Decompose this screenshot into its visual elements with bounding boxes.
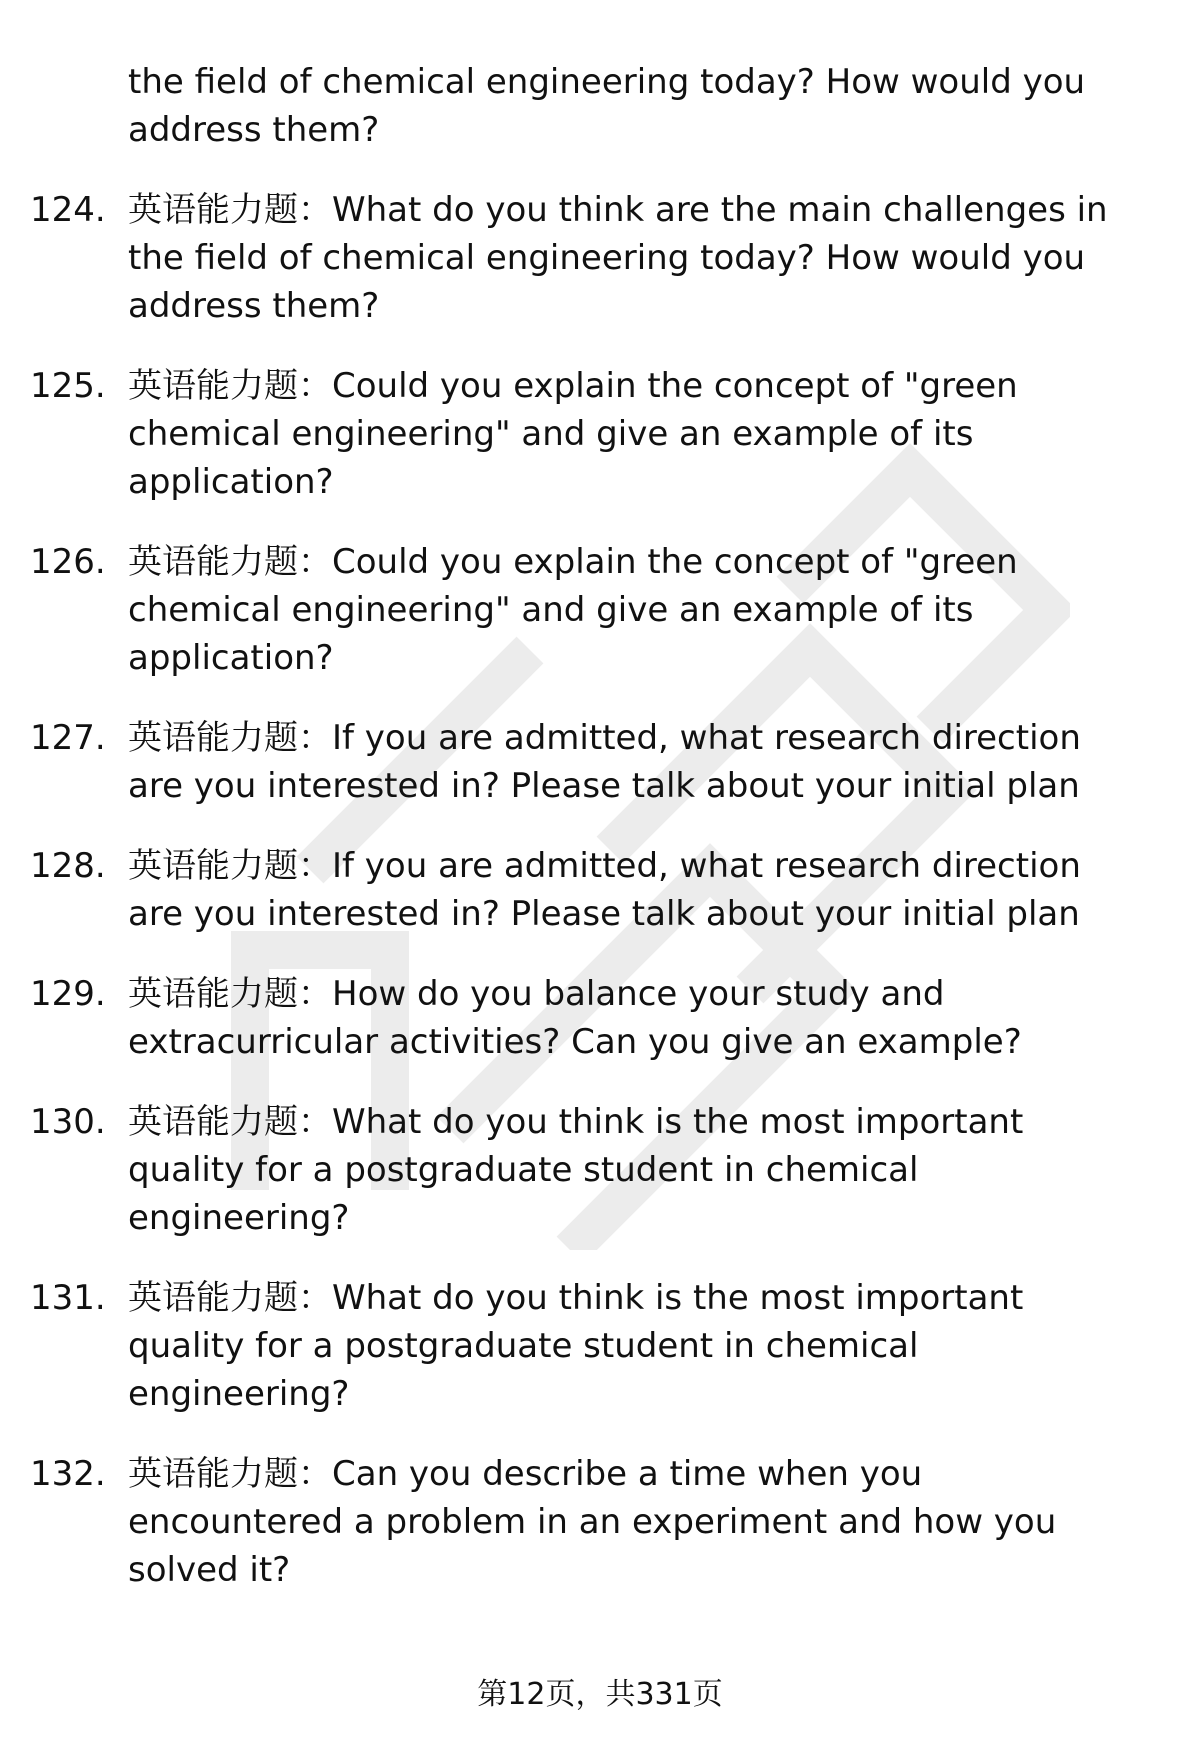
question-label: 英语能力题：: [128, 718, 332, 758]
question-body: Can you describe a time when you encountered a problem in an experiment and how you solved it?: [128, 1454, 1057, 1590]
question-text: [128, 842, 1128, 938]
question-body: What do you think is the most important quality for a postgraduate student in chemical engineering?: [128, 1102, 1024, 1238]
question-number: 125.: [30, 366, 106, 406]
question-label: 英语能力题：: [128, 974, 332, 1014]
question-label: 英语能力题：: [128, 1102, 332, 1142]
question-number: 128.: [30, 846, 106, 886]
question-number: 127.: [30, 718, 106, 758]
question-number: 129.: [30, 974, 106, 1014]
question-item-130: [0, 1098, 1200, 1242]
question-list: [0, 58, 1200, 1626]
question-text: [128, 186, 1128, 330]
question-body: What do you think is the most important quality for a postgraduate student in chemical engineering?: [128, 1278, 1024, 1414]
question-item-125: [0, 362, 1200, 506]
question-body: If you are admitted, what research direction are you interested in? Please talk about your initial plan: [128, 846, 1081, 934]
question-text: [128, 1274, 1128, 1418]
question-text: [128, 714, 1128, 810]
question-number: 124.: [30, 190, 106, 230]
question-label: 英语能力题：: [128, 1278, 332, 1318]
question-number: 130.: [30, 1102, 106, 1142]
continuation-body: the field of chemical engineering today? How would you address them?: [128, 62, 1086, 150]
question-item-132: [0, 1450, 1200, 1594]
question-label: 英语能力题：: [128, 190, 332, 230]
question-body: Could you explain the concept of "green chemical engineering" and give an example of its application?: [128, 366, 1018, 502]
question-item-124: [0, 186, 1200, 330]
question-text: [128, 1098, 1128, 1242]
question-label: 英语能力题：: [128, 542, 332, 582]
page-indicator: 第12页，共331页: [477, 1677, 723, 1712]
question-body: How do you balance your study and extracurricular activities? Can you give an example?: [128, 974, 1022, 1062]
question-item-131: [0, 1274, 1200, 1418]
question-label: 英语能力题：: [128, 846, 332, 886]
question-item-129: [0, 970, 1200, 1066]
question-number: 132.: [30, 1454, 106, 1494]
question-label: 英语能力题：: [128, 1454, 332, 1494]
question-text: [128, 362, 1128, 506]
question-text: [128, 970, 1128, 1066]
question-item-126: [0, 538, 1200, 682]
question-body: Could you explain the concept of "green chemical engineering" and give an example of its application?: [128, 542, 1018, 678]
question-item-128: [0, 842, 1200, 938]
question-body: If you are admitted, what research direction are you interested in? Please talk about your initial plan: [128, 718, 1081, 806]
question-number: 131.: [30, 1278, 106, 1318]
question-text: [128, 1450, 1128, 1594]
question-body: What do you think are the main challenges in the field of chemical engineering today? How would you address them?: [128, 190, 1108, 326]
continuation-text: [0, 58, 1200, 154]
question-number: 126.: [30, 542, 106, 582]
question-label: 英语能力题：: [128, 366, 332, 406]
question-text: [128, 538, 1128, 682]
question-item-127: [0, 714, 1200, 810]
